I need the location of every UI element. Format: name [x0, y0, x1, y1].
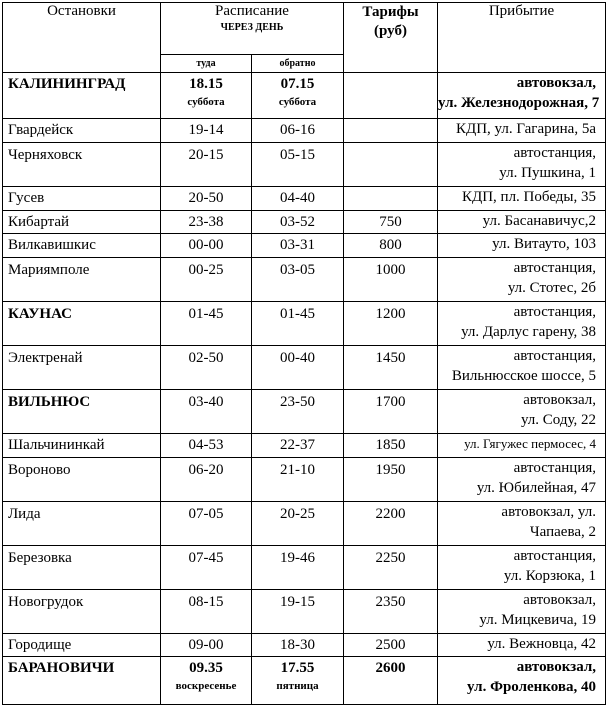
weekday: суббота: [278, 96, 317, 108]
table-row: [3, 546, 606, 590]
tariff-value: [344, 73, 438, 119]
stop-name: КАЛИНИНГРАД: [3, 73, 161, 119]
time-there: 07-05: [161, 502, 252, 546]
tariff-value: 2250: [344, 546, 438, 590]
arrival-address: [438, 73, 606, 119]
stop-name: Гвардейск: [3, 119, 161, 143]
arrival-address: [438, 502, 606, 546]
arrival-address: [438, 434, 606, 458]
arrival-address: [438, 657, 606, 705]
time-back: 19-46: [252, 546, 344, 590]
arrival-line-1: автовокзал,: [523, 592, 596, 608]
table-row: [3, 634, 606, 657]
schedule-body: [3, 73, 606, 705]
time-there: [161, 73, 252, 119]
stop-name: Вилкавишкис: [3, 234, 161, 258]
time-there: 04-53: [161, 434, 252, 458]
arrival-line-1: автостанция,: [513, 145, 596, 161]
arrival-line-1: ул. Вежновца, 42: [487, 636, 596, 652]
header-row: [3, 3, 606, 55]
arrival-line-2: ул. Железнодорожная, 7: [438, 95, 600, 111]
time-back: [252, 657, 344, 705]
stop-name: Новогрудок: [3, 590, 161, 634]
stop-name: Черняховск: [3, 143, 161, 187]
stop-name: Вороново: [3, 458, 161, 502]
table-row: [3, 390, 606, 434]
tariff-value: 2600: [344, 657, 438, 705]
arrival-line-2: Вильнюсское шоссе, 5: [451, 368, 596, 384]
weekday: пятница: [276, 680, 319, 692]
table-row: [3, 211, 606, 234]
table-row: [3, 234, 606, 258]
arrival-line-1: автовокзал,: [523, 392, 596, 408]
table-row: [3, 657, 606, 705]
arrival-line-2: ул. Стотес, 2б: [507, 280, 596, 296]
arrival-line-2: ул. Мицкевича, 19: [479, 612, 596, 628]
table-row: [3, 590, 606, 634]
time-back: 20-25: [252, 502, 344, 546]
weekday: суббота: [187, 96, 225, 108]
stop-name: БАРАНОВИЧИ: [3, 657, 161, 705]
tariff-value: 1000: [344, 258, 438, 302]
arrival-line-1: автостанция,: [513, 548, 596, 564]
time-there: 03-40: [161, 390, 252, 434]
time-there: 06-20: [161, 458, 252, 502]
tariff-value: 1200: [344, 302, 438, 346]
time-there: 07-45: [161, 546, 252, 590]
arrival-line-1: автовокзал,: [516, 75, 596, 91]
tariff-value: 1950: [344, 458, 438, 502]
time-back: 03-05: [252, 258, 344, 302]
time-back: 21-10: [252, 458, 344, 502]
arrival-line-1: автовокзал,: [516, 659, 596, 675]
time-back: 05-15: [252, 143, 344, 187]
time-back: [252, 73, 344, 119]
col-header-back: обратно: [252, 55, 344, 73]
table-row: [3, 346, 606, 390]
arrival-address: [438, 143, 606, 187]
table-row: [3, 302, 606, 346]
time-there: 00-25: [161, 258, 252, 302]
arrival-line-1: КДП, пл. Победы, 35: [461, 189, 596, 205]
time-back: 03-31: [252, 234, 344, 258]
time-back: 03-52: [252, 211, 344, 234]
tariff-value: 2200: [344, 502, 438, 546]
arrival-line-2: ул. Фроленкова, 40: [467, 679, 596, 695]
stop-name: Электренай: [3, 346, 161, 390]
arrival-address: [438, 258, 606, 302]
time-back: 00-40: [252, 346, 344, 390]
arrival-line-1: КДП, ул. Гагарина, 5а: [455, 121, 596, 137]
stop-name: Мариямполе: [3, 258, 161, 302]
stop-name: ВИЛЬНЮС: [3, 390, 161, 434]
table-row: [3, 258, 606, 302]
tariff-title: Тарифы: [362, 4, 419, 20]
time-back: 19-15: [252, 590, 344, 634]
arrival-address: [438, 302, 606, 346]
time-back: 06-16: [252, 119, 344, 143]
stop-name: Березовка: [3, 546, 161, 590]
stop-name: Кибартай: [3, 211, 161, 234]
stop-name: Городище: [3, 634, 161, 657]
arrival-line-2: ул. Дарлус гарену, 38: [461, 324, 596, 340]
time-there: 09-00: [161, 634, 252, 657]
table-row: [3, 502, 606, 546]
arrival-line-1: ул. Гягужес пермосес, 4: [464, 436, 596, 451]
col-header-stops: Остановки: [3, 3, 161, 73]
stop-name: Лида: [3, 502, 161, 546]
arrival-line-2: ул. Соду, 22: [520, 412, 596, 428]
tariff-value: 2350: [344, 590, 438, 634]
time-value: 07.15: [280, 76, 315, 92]
arrival-address: [438, 546, 606, 590]
stop-name: Гусев: [3, 187, 161, 211]
tariff-value: 1850: [344, 434, 438, 458]
col-header-tariff: [344, 3, 438, 73]
table-row: [3, 434, 606, 458]
time-back: 01-45: [252, 302, 344, 346]
tariff-unit: (руб): [374, 23, 407, 39]
arrival-address: [438, 234, 606, 258]
arrival-line-2: ул. Пушкина, 1: [499, 165, 596, 181]
time-there: 20-50: [161, 187, 252, 211]
schedule-title: Расписание: [215, 3, 289, 19]
time-there: 01-45: [161, 302, 252, 346]
time-value: 17.55: [280, 660, 315, 676]
arrival-line-1: автостанция,: [513, 460, 596, 476]
tariff-value: [344, 187, 438, 211]
col-header-schedule: [161, 3, 344, 55]
time-there: 00-00: [161, 234, 252, 258]
arrival-line-2: ул. Корзюка, 1: [503, 568, 596, 584]
table-row: [3, 73, 606, 119]
tariff-value: 1450: [344, 346, 438, 390]
arrival-line-1: автовокзал, ул.: [501, 504, 596, 520]
tariff-value: 800: [344, 234, 438, 258]
arrival-address: [438, 346, 606, 390]
schedule-subtitle: ЧЕРЕЗ ДЕНЬ: [220, 22, 284, 33]
time-there: [161, 657, 252, 705]
table-row: [3, 458, 606, 502]
time-back: 18-30: [252, 634, 344, 657]
arrival-address: [438, 634, 606, 657]
time-back: 23-50: [252, 390, 344, 434]
col-header-arrival: Прибытие: [438, 3, 606, 73]
arrival-address: [438, 390, 606, 434]
time-there: 19-14: [161, 119, 252, 143]
arrival-address: [438, 211, 606, 234]
time-back: 04-40: [252, 187, 344, 211]
arrival-line-1: ул. Витауто, 103: [492, 236, 596, 252]
stop-name: Шальчининкай: [3, 434, 161, 458]
stop-name: КАУНАС: [3, 302, 161, 346]
arrival-address: [438, 590, 606, 634]
tariff-value: [344, 143, 438, 187]
tariff-value: 1700: [344, 390, 438, 434]
time-back: 22-37: [252, 434, 344, 458]
arrival-line-1: ул. Басанавичус,2: [482, 213, 596, 229]
arrival-address: [438, 187, 606, 211]
tariff-value: 2500: [344, 634, 438, 657]
time-value: 09.35: [189, 660, 223, 676]
col-header-there: туда: [161, 55, 252, 73]
arrival-address: [438, 458, 606, 502]
time-there: 23-38: [161, 211, 252, 234]
time-there: 02-50: [161, 346, 252, 390]
arrival-line-1: автостанция,: [513, 348, 596, 364]
arrival-line-1: автостанция,: [513, 260, 596, 276]
time-there: 20-15: [161, 143, 252, 187]
arrival-line-2: Чапаева, 2: [529, 524, 596, 540]
tariff-value: 750: [344, 211, 438, 234]
schedule-table: [2, 2, 606, 705]
arrival-line-1: автостанция,: [513, 304, 596, 320]
weekday: воскресенье: [175, 680, 237, 692]
tariff-value: [344, 119, 438, 143]
arrival-line-2: ул. Юбилейная, 47: [476, 480, 596, 496]
table-row: [3, 143, 606, 187]
arrival-address: [438, 119, 606, 143]
table-row: [3, 187, 606, 211]
time-value: 18.15: [189, 76, 223, 92]
time-there: 08-15: [161, 590, 252, 634]
table-row: [3, 119, 606, 143]
